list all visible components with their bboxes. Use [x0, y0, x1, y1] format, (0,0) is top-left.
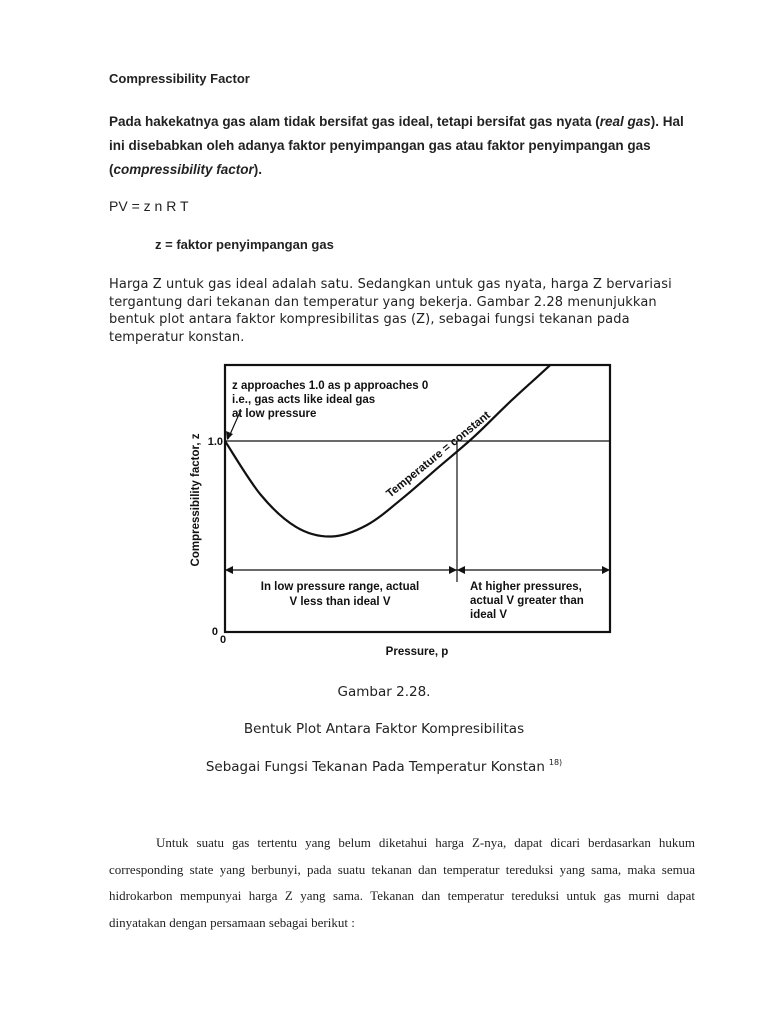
figure-reference: 18) — [548, 758, 563, 767]
intro-paragraph — [109, 110, 689, 182]
x-axis-label: Pressure, p — [385, 646, 449, 658]
annotation-high-3: ideal V — [470, 609, 508, 621]
arrow-head-right — [602, 566, 610, 574]
annotation-low-1: In low pressure range, actual — [260, 581, 420, 593]
intro-emphasis-compressibility: compressibility factor — [113, 162, 254, 177]
intro-emphasis-real-gas: real gas — [599, 114, 651, 129]
z-definition: z = faktor penyimpangan gas — [155, 237, 334, 252]
annotation-low-2: V less than ideal V — [289, 596, 391, 608]
intro-text-3: ). — [253, 162, 263, 177]
tick-label-origin-y: 0 — [211, 626, 218, 638]
annotation-top-3: at low pressure — [232, 408, 317, 420]
explanation-paragraph: Harga Z untuk gas ideal adalah satu. Sedangkan untuk gas nyata, harga Z bervariasi tergantung dari tekanan dan temperatur yang bekerja. Gambar 2.28 menunjukkan bentuk plot antara faktor kompresibilitas gas (Z), sebagai fungsi tekanan pada temperatur konstan. — [109, 277, 672, 345]
tick-label-origin-x: 0 — [219, 634, 227, 646]
figure-caption-line-1: Bentuk Plot Antara Faktor Kompresibilitas — [243, 721, 525, 737]
tick-label-one: 1.0 — [207, 436, 223, 448]
arrow-head-mid-right — [457, 566, 465, 574]
intro-text-2: ). Hal ini disebabkan oleh adanya faktor penyimpangan gas atau faktor penyimpangan gas ( — [109, 114, 684, 177]
annotation-high-2: actual V greater than — [470, 595, 584, 607]
annotation-high-1: At higher pressures, — [470, 581, 582, 593]
curve-label: Temperature = constant — [384, 409, 493, 501]
y-axis-label: Compressibility factor, z — [190, 433, 202, 567]
compressibility-chart — [180, 360, 620, 670]
figure-caption-text: Sebagai Fungsi Tekanan Pada Temperatur Konstan — [205, 759, 545, 775]
arrow-head-mid-left — [449, 566, 457, 574]
section-heading: Compressibility Factor — [109, 71, 250, 86]
annotation-top-1: z approaches 1.0 as p approaches 0 — [232, 380, 429, 392]
arrow-head-left — [225, 566, 233, 574]
corresponding-state-paragraph: Untuk suatu gas tertentu yang belum diketahui harga Z-nya, dapat dicari berdasarkan hukum corresponding state yang berbunyi, pada suatu tekanan dan temperatur tereduksi yang sama, maka semua hidrokarbon mempunyai harga Z yang sama. Tekanan dan temperatur tereduksi untuk gas murni dapat dinyatakan dengan persamaan sebagai berikut : — [109, 835, 695, 930]
annotation-pointer-head — [226, 431, 233, 440]
figure-caption-line-2 — [0, 758, 768, 775]
figure-number: Gambar 2.28. — [337, 684, 431, 700]
annotation-top-2: i.e., gas acts like ideal gas — [232, 394, 376, 406]
gas-law-formula: PV = z n R T — [109, 198, 189, 214]
intro-text-1: Pada hakekatnya gas alam tidak bersifat gas ideal, tetapi bersifat gas nyata ( — [109, 114, 600, 129]
